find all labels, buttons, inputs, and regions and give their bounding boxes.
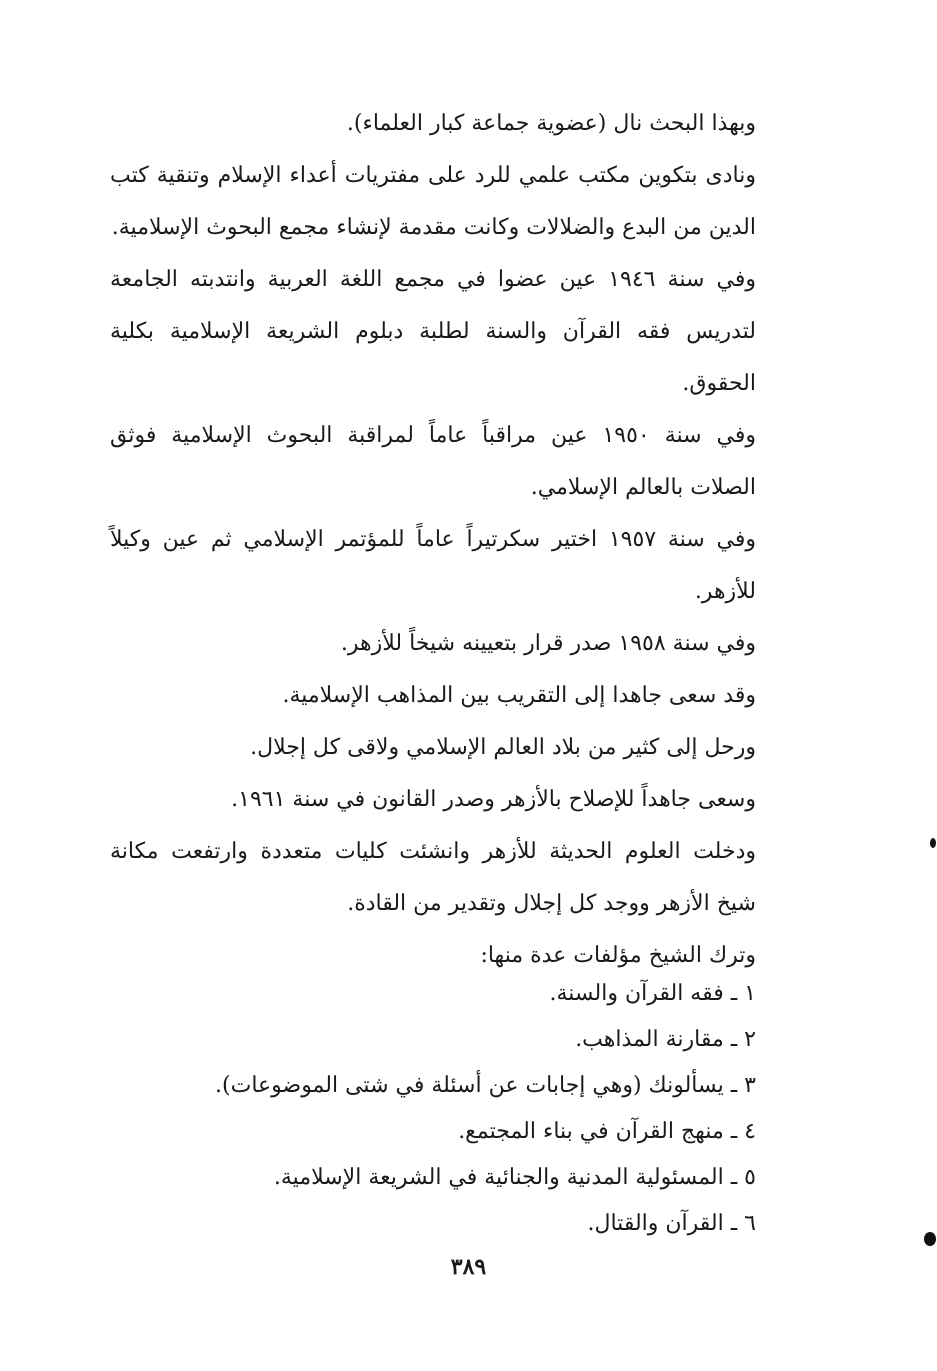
list-item: ٣ ـ يسألونك (وهي إجابات عن أسئلة في شتى الموضوعات).	[215, 1073, 756, 1098]
paragraph-reform-1961: وسعى جاهداً للإصلاح بالأزهر وصدر القانون في سنة ١٩٦١.	[231, 787, 756, 812]
paragraph-membership: وبهذا البحث نال (عضوية جماعة كبار العلماء).	[346, 111, 756, 136]
paragraph-1958: وفي سنة ١٩٥٨ صدر قرار بتعيينه شيخاً للأزهر.	[340, 631, 756, 656]
list-item: ٦ ـ القرآن والقتال.	[587, 1211, 756, 1236]
works-list	[110, 971, 814, 1247]
paragraph-modern-sciences: ودخلت العلوم الحديثة للأزهر وانشئت كليات متعددة وارتفعت مكانة شيخ الأزهر ووجد كل إجلال وتقدير من القادة.	[110, 839, 756, 916]
scan-mark	[930, 838, 936, 848]
paragraph-travels: ورحل إلى كثير من بلاد العالم الإسلامي ولاقى كل إجلال.	[250, 735, 756, 760]
list-item: ٥ ـ المسئولية المدنية والجنائية في الشريعة الإسلامية.	[273, 1165, 756, 1190]
paragraph-1946: وفي سنة ١٩٤٦ عين عضوا في مجمع اللغة العربية وانتدبته الجامعة لتدريس فقه القرآن والسنة لطلبة دبلوم الشريعة الإسلامية بكلية الحقوق.	[110, 267, 756, 396]
list-item: ١ ـ فقه القرآن والسنة.	[549, 981, 756, 1006]
paragraph-1950: وفي سنة ١٩٥٠ عين مراقباً عاماً لمراقبة البحوث الإسلامية فوثق الصلات بالعالم الإسلامي.	[110, 423, 756, 500]
list-item: ٤ ـ منهج القرآن في بناء المجتمع.	[458, 1119, 756, 1144]
body-text	[110, 98, 814, 982]
page-number: ٣٨٩	[450, 1254, 487, 1280]
paragraph-1957: وفي سنة ١٩٥٧ اختير سكرتيراً عاماً للمؤتمر الإسلامي ثم عين وكيلاً للأزهر.	[110, 527, 756, 604]
paragraph-works-intro: وترك الشيخ مؤلفات عدة منها:	[480, 943, 756, 968]
paragraph-scientific-office: ونادى بتكوين مكتب علمي للرد على مفتريات أعداء الإسلام وتنقية كتب الدين من البدع والضلالات وكانت مقدمة لإنشاء مجمع البحوث الإسلامية.	[110, 163, 756, 240]
paragraph-rapprochement: وقد سعى جاهدا إلى التقريب بين المذاهب الإسلامية.	[282, 683, 756, 708]
list-item: ٢ ـ مقارنة المذاهب.	[575, 1027, 756, 1052]
scan-mark	[924, 1232, 936, 1246]
